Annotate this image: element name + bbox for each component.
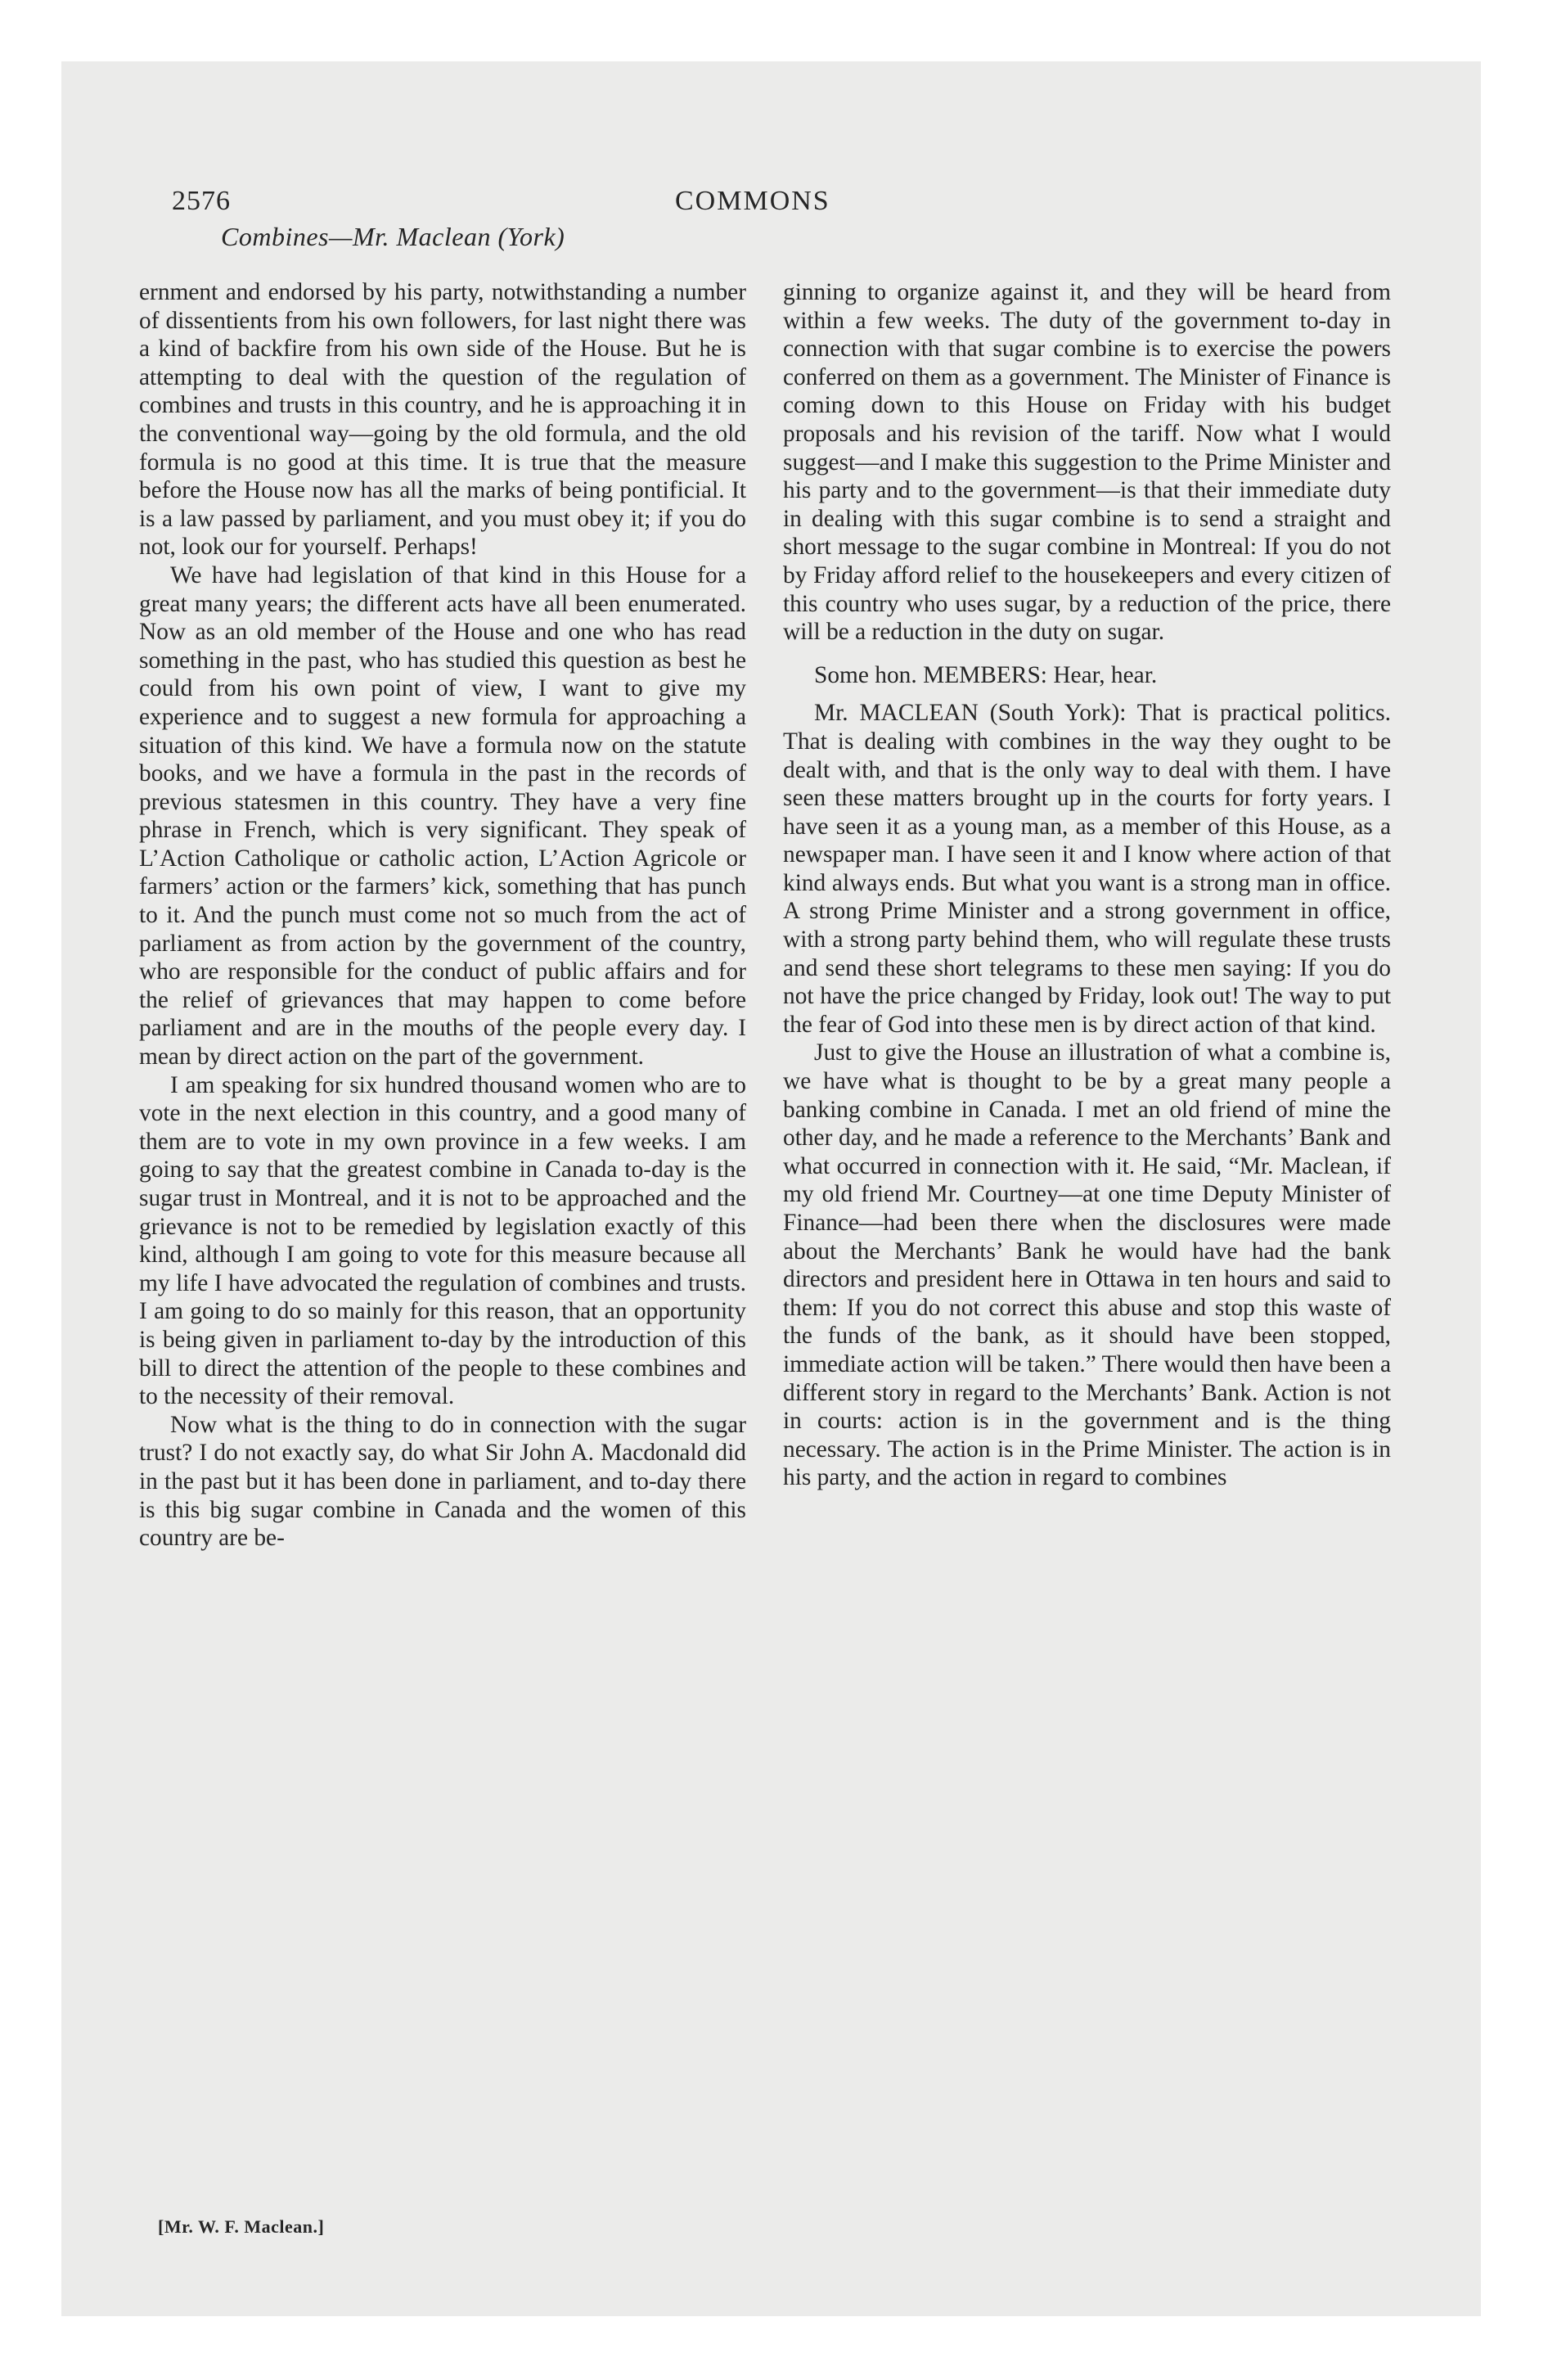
page-header [61,61,1481,291]
paragraph: We have had legislation of that kind in this House for a great many years; the different acts have all been enumerated. Now as an old member of the House and one who has read something in the past, who has studied this question as best he could from his own point of view, I want to give my experience and to suggest a new formula for approaching a situation of this kind. We have a formula now on the statute books, and we have a formula in the past in the records of previous statesmen in this country. They have a very fine phrase in French, which is very significant. They speak of L’Action Catholique or catholic action, L’Action Agricole or farmers’ action or the farmers’ kick, something that has punch to it. And the punch must come not so much from the act of parliament as from action by the government of the country, who are responsible for the conduct of public affairs and for the relief of grievances that may happen to come before parliament and are in the mouths of the people every day. I mean by direct action on the part of the government. [139,561,746,1071]
paragraph: ernment and endorsed by his party, notwithstanding a number of dissentients from his own followers, for last night there was a kind of backfire from his own side of the House. But he is attempting to deal with the question of the regulation of combines and trusts in this country, and he is approaching it in the conventional way—going by the old formula, and the old formula is no good at this time. It is true that the measure before the House now has all the marks of being pontificial. It is a law passed by parliament, and you must obey it; if you do not, look our for yourself. Perhaps! [139,279,746,561]
section-title: COMMONS [675,186,830,216]
right-column [783,278,1391,1492]
paragraph: Now what is the thing to do in connection with the sugar trust? I do not exactly say, do what Sir John A. Macdonald did in the past but it has been done in parliament, and to-day there is this big sugar combine in Canada and the women of this country are be- [139,1411,746,1552]
paragraph: Just to give the House an illustration of what a combine is, we have what is thought to be by a great many people a banking combine in Canada. I met an old friend of mine the other day, and he made a reference to the Merchants’ Bank and what occurred in connection with it. He said, “Mr. Maclean, if my old friend Mr. Courtney—at one time Deputy Minister of Finance—had been there when the disclosures were made about the Merchants’ Bank he would have had the bank directors and president here in Ottawa in ten hours and said to them: If you do not correct this abuse and stop this waste of the funds of the bank, as it should have been stopped, immediate action will be taken.” There would then have been a different story in regard to the Merchants’ Bank. Action is not in courts: action is in the government and is the thing necessary. The action is in the Prime Minister. The action is in his party, and the action in regard to combines [783,1039,1391,1491]
left-column [139,278,746,1553]
page-sheet [61,61,1481,2316]
interjection: Some hon. MEMBERS: Hear, hear. [814,661,1158,688]
paragraph: ginning to organize against it, and they will be heard from within a few weeks. The duty of the government to-day in connection with that sugar combine is to exercise the powers conferred on them as a government. The Minister of Finance is coming down to this House on Friday with his budget proposals and his revision of the tariff. Now what I would suggest—and I make this suggestion to the Prime Minister and his party and to the government—is that their immediate duty in dealing with this sugar combine is to send a straight and short message to the sugar combine in Montreal: If you do not by Friday afford relief to the housekeepers and every citizen of this country who uses sugar, by a reduction of the price, there will be a reduction in the duty on sugar. [783,279,1391,646]
paragraph: I am speaking for six hundred thousand women who are to vote in the next election in this country, and a good many of them are to vote in my own province in a few weeks. I am going to say that the greatest combine in Canada to-day is the sugar trust in Montreal, and it is not to be approached and the grievance is not to be remedied by legislation exactly of this kind, although I am going to vote for this measure because all my life I have advocated the regulation of combines and trusts. I am going to do so mainly for this reason, that an opportunity is being given in parliament to-day by the introduction of this bill to direct the attention of the people to these combines and to the necessity of their removal. [139,1071,746,1410]
speaker-footnote: [Mr. W. F. Maclean.] [158,2216,325,2237]
page-number: 2576 [172,186,231,216]
paragraph: Mr. MACLEAN (South York): That is practical politics. That is dealing with combines in the way they ought to be dealt with, and that is the only way to deal with them. I have seen these matters brought up in the courts for forty years. I have seen it as a young man, as a member of this House, as a newspaper man. I have seen it and I know where action of that kind always ends. But what you want is a strong man in office. A strong Prime Minister and a strong government in office, with a strong party behind them, who will regulate these trusts and send these short telegrams to these men saying: If you do not have the price changed by Friday, look out! The way to put the fear of God into these men is by direct action of that kind. [783,700,1391,1038]
running-title: Combines—Mr. Maclean (York) [221,222,565,251]
